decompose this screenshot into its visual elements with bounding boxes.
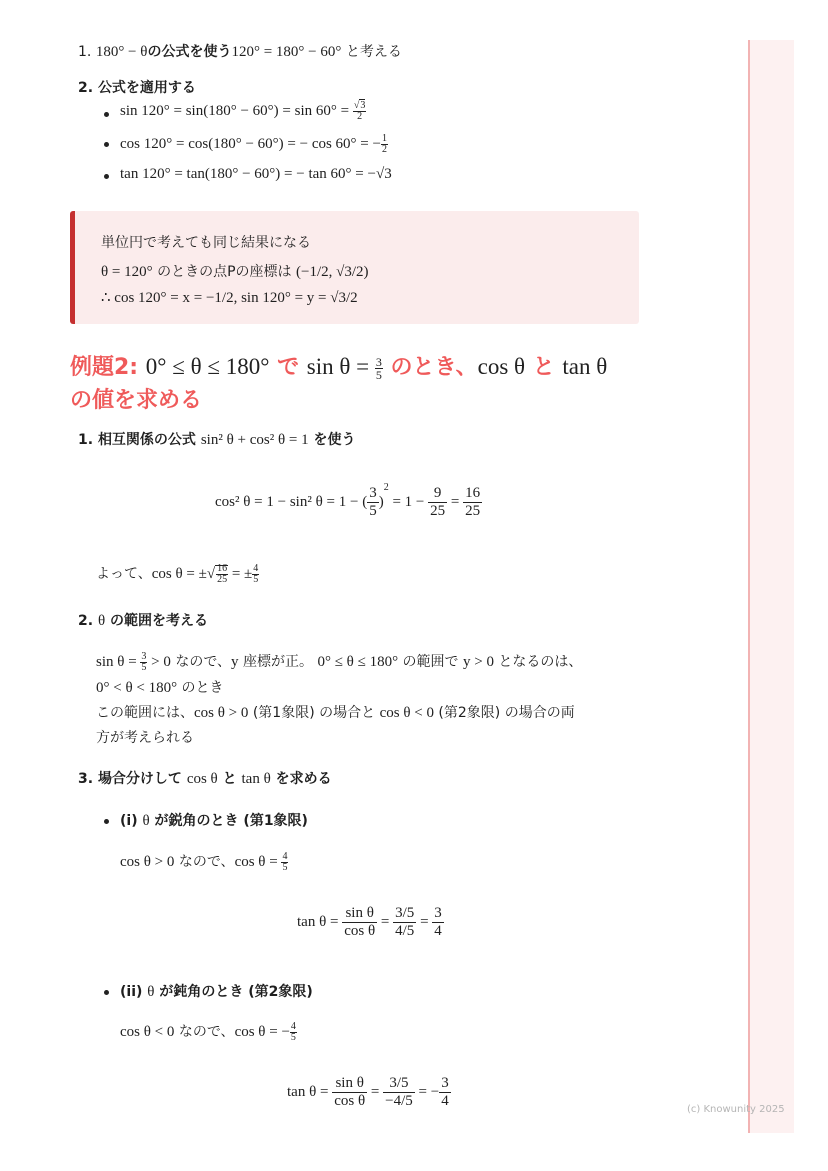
cos120-line [120, 134, 388, 155]
step-number: 3. [78, 771, 94, 787]
bullet [104, 174, 109, 179]
expr-180-minus-theta: 180° − θ [95, 44, 148, 60]
callout-line1: 単位円で考えても同じ結果になる [101, 235, 311, 251]
ex-step1-tail: を使う [308, 432, 356, 448]
theta-120: θ = 120° [101, 264, 153, 280]
frac-sqrt3-over-2: $\frac{√3}{2}$ [353, 100, 366, 122]
bullet [104, 142, 109, 147]
point-p-coords: (−1/2, √3/2) [296, 264, 369, 280]
ex-step3 [78, 768, 332, 788]
yotte-text: よって、 [96, 566, 152, 582]
ex-step2-p1: sin θ = $\frac{3}{5}$ > 0 なので、y 座標が正。 0° ≤ θ ≤ 180° の範囲で y > 0 となるのは、 [96, 651, 583, 674]
example2-range: 0° ≤ θ ≤ 180° [145, 354, 270, 379]
bullet [104, 819, 109, 824]
sin120-expr: sin 120° = sin(180° − 60°) = sin 60° = [120, 102, 350, 119]
margin-rail [748, 40, 794, 1133]
expr-120-eq: 120° = 180° − 60° [231, 44, 342, 60]
identity-formula: sin² θ + cos² θ = 1 [200, 432, 309, 448]
callout-line3: ∴ cos 120° = x = −1/2, sin 120° = y = √3/2 [101, 290, 358, 306]
step-number: 1. [78, 44, 92, 60]
tan-theta: tan θ [241, 771, 271, 787]
step1-tail: と考える [341, 44, 402, 60]
tan120-expr: tan 120° = tan(180° − 60°) = − tan 60° = −√3 [120, 166, 392, 182]
example2-heading [70, 350, 607, 381]
heading-particle: のとき、 [382, 355, 478, 380]
step1-top [78, 41, 402, 61]
cos-result-line: よって、cos θ = ±√ $\frac{16}{25}$ = ± $\frac{4}{5}$ [96, 563, 259, 586]
ex-step2-label: の範囲を考える [105, 613, 208, 629]
ex-step1 [78, 429, 355, 449]
case1-tan: tan θ = $\frac{\text{sin θ}}{\text{cos θ}}$ = $\frac{3/5}{4/5}$ = $\frac{3}{4}$ [297, 905, 442, 939]
sin120-line [120, 101, 366, 122]
step-number: 2. [78, 80, 94, 96]
cos120-expr: cos 120° = cos(180° − 60°) = − cos 60° = − [120, 135, 381, 152]
case2-label: (ii) θ が鈍角のとき (第2象限) [120, 984, 313, 1000]
example2-prefix: 例題2: [70, 355, 146, 380]
bullet [104, 990, 109, 995]
case1-label: (i) θ が鋭角のとき (第1象限) [120, 813, 308, 829]
heading-tan: tan θ [562, 354, 608, 379]
heading-particle: と [525, 355, 563, 380]
theta-symbol: θ [97, 613, 106, 629]
frac-1-over-2: $\frac{1}{2}$ [381, 133, 387, 155]
case2-cond: cos θ < 0 なので、cos θ = − $\frac{4}{5}$ [120, 1021, 296, 1044]
step1-label: の公式を使う [147, 44, 232, 60]
ex-step3-label: を求める [270, 771, 332, 787]
step2-label: 公式を適用する [97, 80, 196, 96]
step-number: 1. [78, 432, 94, 448]
ex-step2 [78, 610, 208, 630]
tan120-line [120, 166, 392, 183]
example2-heading-line2: の値を求める [70, 388, 203, 413]
example2-cond: sin θ = $\frac{3}{5}$ [306, 354, 382, 383]
callout-text: のときの点Pの座標は [152, 264, 296, 280]
ex-step2-p2: 0° < θ < 180° のとき [96, 680, 224, 696]
cos-theta: cos θ [186, 771, 218, 787]
copyright-footer: (c) Knowunity 2025 [687, 1104, 785, 1115]
ex-step3-label: と [217, 771, 242, 787]
ex-step2-p3: この範囲には、cos θ > 0 (第1象限) の場合と cos θ < 0 (第2象限) の場合の両 [96, 705, 575, 721]
heading-cos: cos θ [477, 354, 526, 379]
cos-squared-display: cos² θ = 1 − sin² θ = 1 − ( $\frac{3}{5}$ )$^2$ = 1 − $\frac{9}{25}$ = $\frac{16}{25}$ [215, 481, 481, 519]
ex-step3-label: 場合分けして [97, 771, 187, 787]
heading-particle: で [269, 355, 307, 380]
callout-line2 [101, 261, 369, 281]
case2-tan: tan θ = $\frac{\text{sin θ}}{\text{cos θ}}$ = $\frac{3/5}{-4/5}$ = − $\frac{3}{4}$ [287, 1075, 449, 1109]
case1-cond: cos θ > 0 なので、cos θ = $\frac{4}{5}$ [120, 851, 288, 874]
step2-top [78, 77, 196, 97]
ex-step2-p4: 方が考えられる [96, 730, 194, 746]
bullet [104, 112, 109, 117]
step-number: 2. [78, 613, 94, 629]
ex-step1-label: 相互関係の公式 [97, 432, 196, 448]
